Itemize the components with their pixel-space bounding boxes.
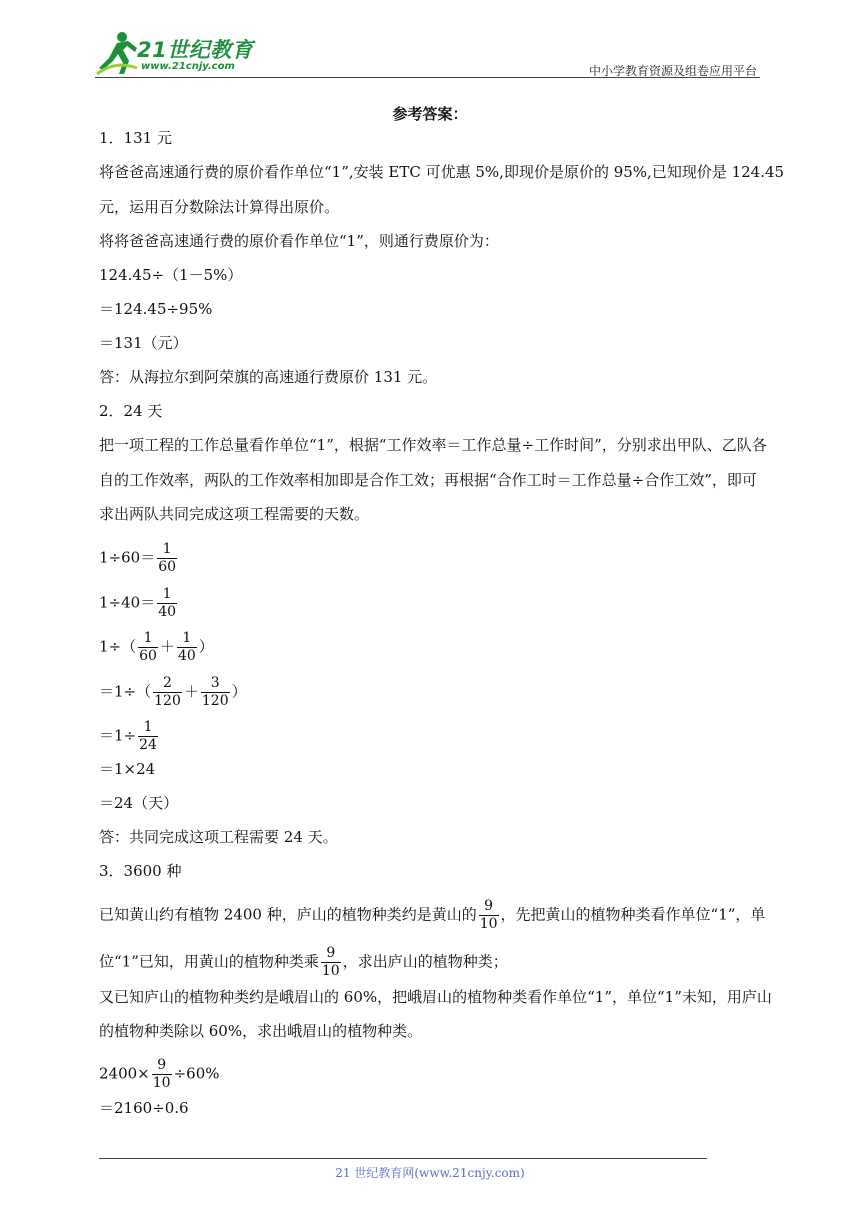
q3-equation-2: ＝2160÷0.6 — [99, 1099, 189, 1117]
q2-equation-7: ＝24（天） — [99, 794, 179, 812]
page-footer: 21 世纪教育网(www.21cnjy.com) — [335, 1166, 525, 1180]
denominator: 40 — [177, 648, 196, 664]
q1-calc-step1: 124.45÷（1－5%） — [99, 266, 243, 284]
equation-text: 1÷60＝ — [99, 548, 156, 567]
q2-equation-6: ＝1×24 — [99, 760, 156, 778]
equation-text: ＝1÷ — [99, 726, 137, 745]
numerator: 1 — [143, 630, 153, 646]
q2-paragraph-line3: 求出两队共同完成这项工程需要的天数。 — [99, 505, 370, 523]
q1-paragraph-line3: 将将爸爸高速通行费的原价看作单位“1”，则通行费原价为： — [99, 232, 499, 250]
q1-answer: 答：从海拉尔到阿荣旗的高速通行费原价 131 元。 — [99, 368, 438, 386]
equation-text: ＝1÷（ — [99, 682, 152, 701]
equation-text: 1÷（ — [99, 637, 137, 656]
site-logo — [95, 30, 265, 78]
q2-equation-5 — [99, 719, 160, 754]
q2-equation-4 — [99, 675, 247, 710]
q1-paragraph-line2: 元，运用百分数除法计算得出原价。 — [99, 198, 340, 216]
equation-text: 2400× — [99, 1064, 150, 1083]
q1-heading: 1．131 元 — [99, 129, 172, 147]
paragraph-text: 已知黄山约有植物 2400 种，庐山的植物种类约是黄山的 — [99, 905, 477, 924]
logo-url: www.21cnjy.com — [141, 61, 235, 72]
denominator: 60 — [139, 648, 157, 664]
q3-heading: 3．3600 种 — [99, 862, 182, 880]
q1-calc-step3: ＝131（元） — [99, 334, 188, 352]
q1-calc-step2: ＝124.45÷95% — [99, 300, 213, 318]
denominator: 120 — [201, 693, 229, 709]
runner-logo-icon — [95, 30, 139, 76]
q3-paragraph-line1 — [99, 898, 765, 933]
fraction — [157, 586, 177, 621]
operator: ＋ — [159, 637, 175, 656]
fraction — [153, 675, 182, 710]
q2-paragraph-line1: 把一项工程的工作总量看作单位“1”，根据“工作效率＝工作总量÷工作时间”，分别求出甲队、乙队各 — [99, 436, 767, 454]
numerator: 3 — [210, 675, 220, 691]
numerator: 9 — [326, 945, 336, 961]
equation-text: 1÷40＝ — [99, 593, 156, 612]
denominator: 10 — [321, 963, 340, 979]
q3-paragraph-line4: 的植物种类除以 60%，求出峨眉山的植物种类。 — [99, 1022, 423, 1040]
q3-equation-1 — [99, 1057, 220, 1092]
fraction — [152, 1057, 172, 1092]
fraction — [157, 541, 177, 576]
page-header — [95, 30, 760, 80]
header-divider — [95, 77, 760, 78]
footer-divider — [99, 1158, 707, 1159]
fraction — [321, 945, 341, 980]
equation-text: ） — [198, 637, 214, 656]
denominator: 10 — [152, 1075, 171, 1091]
fraction — [201, 675, 230, 710]
denominator: 24 — [139, 737, 157, 753]
q3-paragraph-line2 — [99, 945, 508, 980]
numerator: 1 — [143, 719, 153, 735]
q2-equation-2 — [99, 586, 179, 621]
q2-equation-3 — [99, 630, 214, 665]
fraction — [479, 898, 499, 933]
q2-equation-1 — [99, 541, 179, 576]
numerator: 1 — [182, 630, 192, 646]
logo-text: 21世纪教育 — [137, 38, 254, 62]
q2-heading: 2．24 天 — [99, 402, 163, 420]
numerator: 9 — [157, 1057, 167, 1073]
denominator: 10 — [479, 916, 498, 932]
fraction — [177, 630, 197, 665]
fraction — [138, 630, 158, 665]
q2-paragraph-line2: 自的工作效率，两队的工作效率相加即是合作工效；再根据“合作工时＝工作总量÷合作工效”，即可 — [99, 471, 757, 489]
numerator: 1 — [162, 586, 172, 602]
paragraph-text: ，先把黄山的植物种类看作单位“1”，单 — [500, 905, 766, 924]
numerator: 9 — [484, 898, 494, 914]
paragraph-text: ，求出庐山的植物种类； — [342, 952, 508, 971]
q2-answer: 答：共同完成这项工程需要 24 天。 — [99, 828, 338, 846]
equation-text: ÷60% — [173, 1064, 220, 1083]
fraction — [138, 719, 158, 754]
paragraph-text: 位“1”已知，用黄山的植物种类乘 — [99, 952, 319, 971]
page-title: 参考答案： — [392, 105, 468, 123]
numerator: 2 — [163, 675, 172, 691]
numerator: 1 — [162, 541, 172, 557]
q3-paragraph-line3: 又已知庐山的植物种类约是峨眉山的 60%，把峨眉山的植物种类看作单位“1”，单位“1”未知，用庐山 — [99, 988, 772, 1006]
operator: ＋ — [183, 682, 199, 701]
equation-text: ） — [231, 682, 247, 701]
denominator: 120 — [154, 693, 181, 709]
platform-label: 中小学教育资源及组卷应用平台 — [588, 64, 757, 78]
denominator: 60 — [158, 559, 177, 575]
q1-paragraph-line1: 将爸爸高速通行费的原价看作单位“1”,安装 ETC 可优惠 5%,即现价是原价的 95%,已知现价是 124.45 — [99, 163, 785, 181]
denominator: 40 — [158, 604, 177, 620]
